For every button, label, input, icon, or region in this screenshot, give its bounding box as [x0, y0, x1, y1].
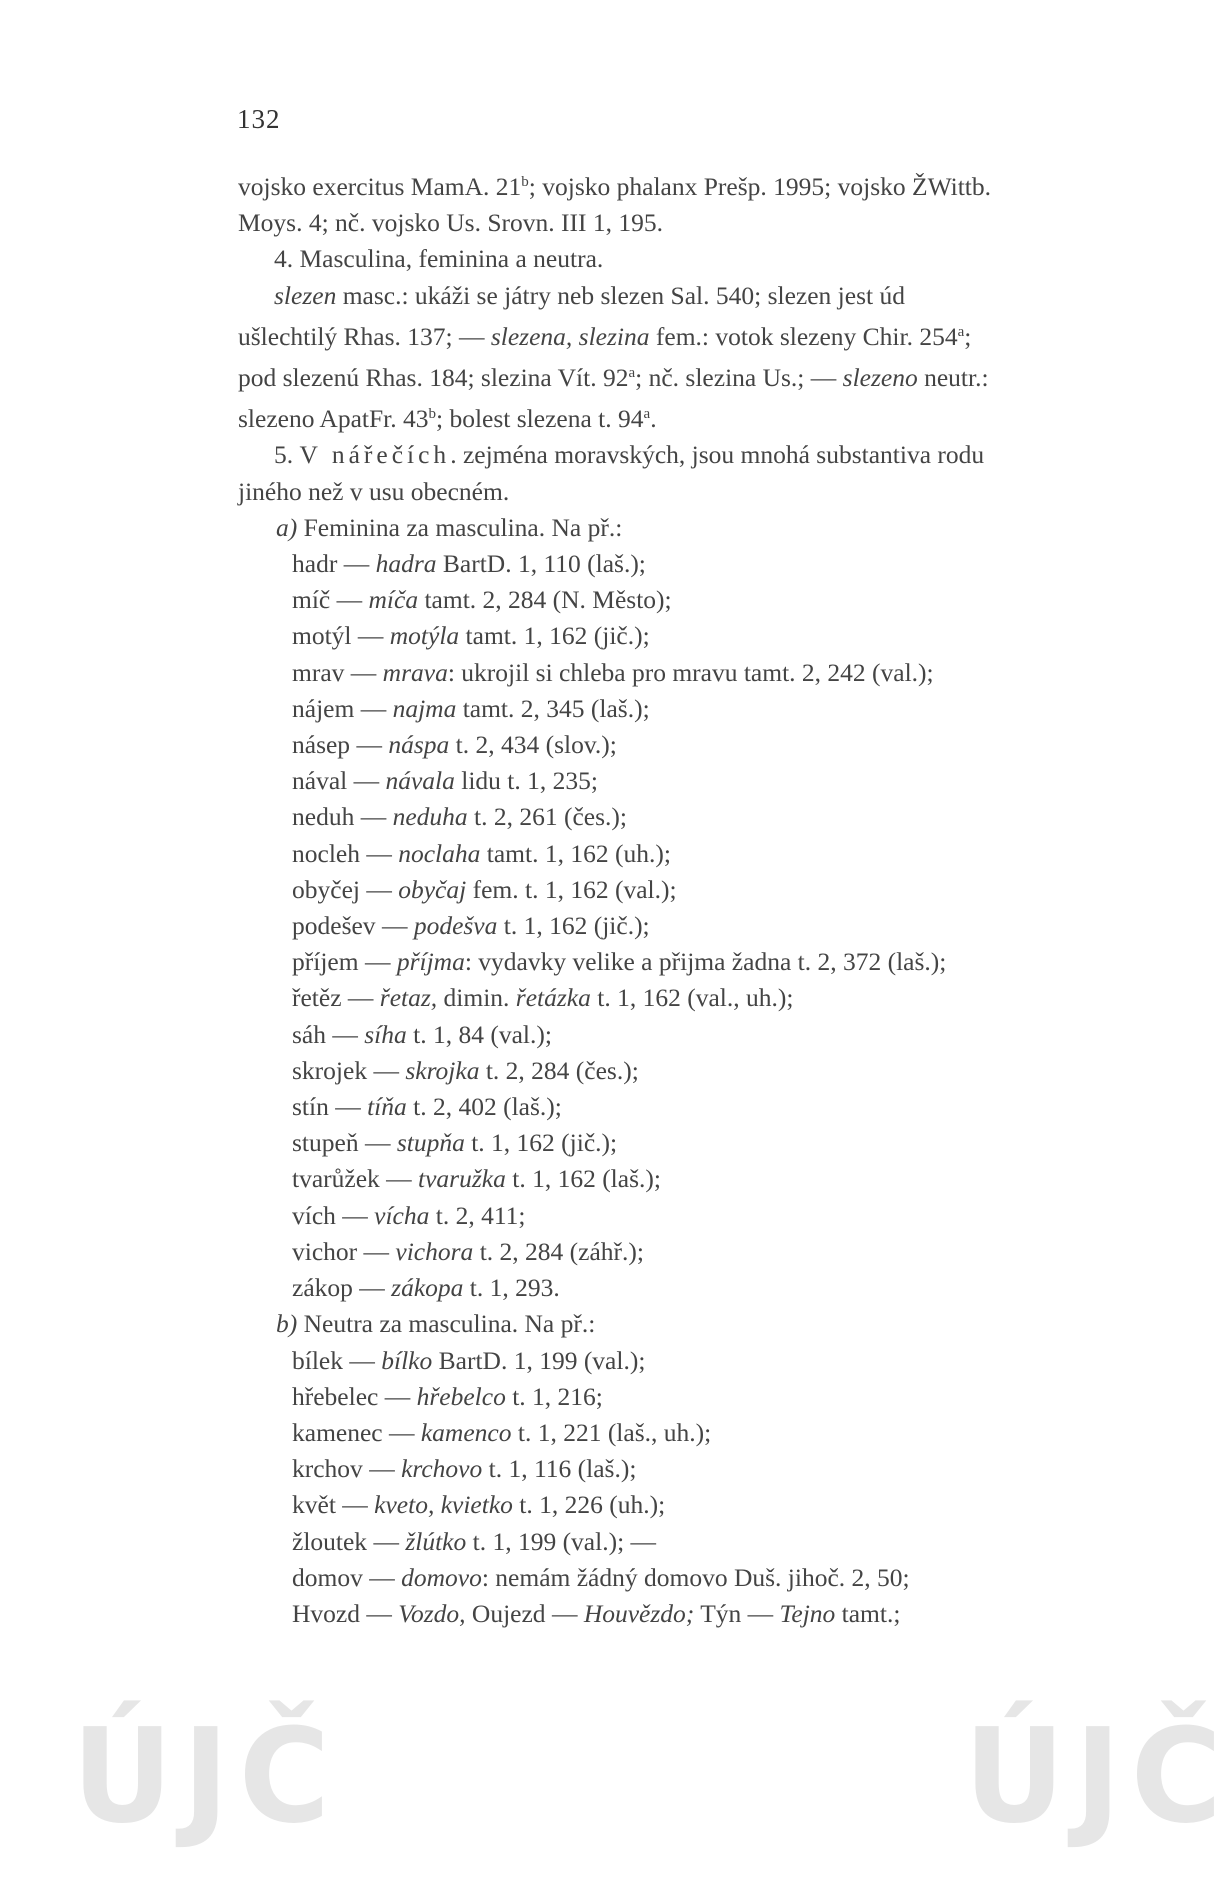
entry-form: Houvězdo;	[583, 1598, 695, 1628]
intro-line-2: Moys. 4; nč. vojsko Us. Srovn. III 1, 195.	[238, 208, 663, 238]
entry-word: Oujezd	[465, 1598, 546, 1628]
entry-word: sáh	[292, 1019, 326, 1049]
entry-source: t. 1, 216;	[505, 1381, 603, 1411]
list-item: bílek — bílko BartD. 1, 199 (val.);	[292, 1345, 646, 1375]
entry-form: řetázka	[515, 983, 591, 1013]
subsection-heading-text: Feminina za masculina. Na př.:	[297, 512, 623, 542]
entry-form: motýla	[389, 621, 460, 651]
entry-source: t. 1, 162 (jič.);	[497, 911, 650, 941]
entry-form: mrava	[382, 657, 448, 687]
list-item: květ — kveto, kvietko t. 1, 226 (uh.);	[292, 1490, 666, 1520]
superscript: b	[428, 406, 437, 423]
list-item: nával — návala lidu t. 1, 235;	[292, 766, 598, 796]
list-item: vích — vícha t. 2, 411;	[292, 1200, 526, 1230]
list-item: obyčej — obyčaj fem. t. 1, 162 (val.);	[292, 874, 677, 904]
headword: slezena, slezina	[490, 321, 650, 351]
list-item: kamenec — kamenco t. 1, 221 (laš., uh.);	[292, 1417, 712, 1447]
watermark-logo-right: ÚJČ	[964, 1701, 1232, 1853]
section-4-line-3	[238, 355, 1148, 396]
entry-form: vichora	[395, 1236, 474, 1266]
headword: slezeno	[842, 363, 918, 393]
entry-source: t. 2, 402 (laš.);	[406, 1092, 562, 1122]
entry-source: t. 2, 411;	[429, 1200, 526, 1230]
subsection-letter: b)	[276, 1309, 298, 1339]
entry-form: domovo	[401, 1562, 482, 1592]
entry-word: násep	[292, 730, 351, 760]
page-number: 132	[237, 104, 281, 134]
entry-form: obyčaj	[398, 874, 467, 904]
subsection-heading-text: Neutra za masculina. Na př.:	[297, 1309, 596, 1339]
entry-source: : vydavky velike a přijma žadna t. 2, 372 (laš.);	[464, 947, 947, 977]
entry-word: míč	[292, 585, 331, 615]
entry-form: žlútko	[405, 1526, 467, 1556]
entry-form: bílko	[381, 1345, 433, 1375]
entry-word: krchov	[292, 1454, 363, 1484]
entry-source: t. 1, 162 (val., uh.);	[590, 983, 794, 1013]
entry-form: stupňa	[396, 1128, 465, 1158]
entry-word: kamenec	[292, 1417, 383, 1447]
list-item: tvarůžek — tvaružka t. 1, 162 (laš.);	[292, 1164, 661, 1194]
entry-form: skrojka	[405, 1055, 480, 1085]
entry-word: zákop	[292, 1273, 353, 1303]
intro-text: vojsko exercitus MamA. 21	[238, 172, 522, 201]
entry-word: žloutek	[292, 1526, 368, 1556]
subsection-b-heading	[276, 1306, 1148, 1342]
entry-word: skrojek	[292, 1055, 368, 1085]
entry-source: : ukrojil si chleba pro mravu tamt. 2, 242 (val.);	[447, 657, 934, 687]
list-item: hadr — hadra BartD. 1, 110 (laš.);	[292, 549, 646, 579]
entry-form: tíňa	[367, 1092, 407, 1122]
entry-form: vícha	[374, 1200, 430, 1230]
entry-word: květ	[292, 1490, 336, 1520]
entry-form: síha	[364, 1019, 407, 1049]
entry-form: náspa	[388, 730, 450, 760]
list-item: mrav — mrava: ukrojil si chleba pro mravu tamt. 2, 242 (val.);	[292, 657, 934, 687]
entry-form: najma	[392, 693, 457, 723]
entry-source: t. 2, 284 (čes.);	[479, 1055, 639, 1085]
list-item: stín — tíňa t. 2, 402 (laš.);	[292, 1092, 562, 1122]
entry-form: kveto, kvietko	[374, 1490, 513, 1520]
subsection-a-heading	[276, 510, 1148, 546]
entry-word: hadr	[292, 549, 338, 579]
entry-word: nocleh	[292, 838, 360, 868]
section-5-line-2: jiného než v usu obecném.	[238, 476, 510, 506]
entry-source: t. 2, 284 (záhř.);	[473, 1236, 644, 1266]
entry-source: t. 1, 226 (uh.);	[512, 1490, 666, 1520]
list-item: nájem — najma tamt. 2, 345 (laš.);	[292, 693, 650, 723]
entry-form: hřebelco	[416, 1381, 506, 1411]
entry-word: stín	[292, 1092, 329, 1122]
entry-source: fem. t. 1, 162 (val.);	[466, 874, 677, 904]
entry-source: t. 2, 434 (slov.);	[449, 730, 617, 760]
body-text: pod slezenú Rhas. 184; slezina Vít. 92	[238, 363, 629, 393]
entry-form: návala	[385, 766, 455, 796]
superscript: a	[628, 365, 636, 382]
entry-source: : nemám žádný domovo Duš. jihoč. 2, 50;	[481, 1562, 910, 1592]
entry-form: Tejno	[779, 1598, 836, 1628]
entry-word: neduh	[292, 802, 355, 832]
list-item: násep — náspa t. 2, 434 (slov.);	[292, 730, 617, 760]
superscript: b	[521, 174, 529, 190]
subsection-b-list	[238, 1343, 1148, 1596]
entry-source: lidu t. 1, 235;	[454, 766, 598, 796]
list-item: míč — míča tamt. 2, 284 (N. Město);	[292, 585, 672, 615]
entry-word: nával	[292, 766, 348, 796]
spaced-heading: V nářečích	[299, 440, 451, 470]
list-item: skrojek — skrojka t. 2, 284 (čes.);	[292, 1055, 639, 1085]
list-item: stupeň — stupňa t. 1, 162 (jič.);	[292, 1128, 618, 1158]
entry-source: t. 1, 162 (laš.);	[505, 1164, 661, 1194]
list-item: řetěz — řetaz, dimin. řetázka t. 1, 162 (val., uh.);	[292, 983, 794, 1013]
entry-word: hřebelec	[292, 1381, 379, 1411]
entry-source: t. 1, 116 (laš.);	[482, 1454, 637, 1484]
list-item: vichor — vichora t. 2, 284 (záhř.);	[292, 1236, 644, 1266]
body-text: ušlechtilý Rhas. 137; —	[238, 321, 491, 351]
list-item: krchov — krchovo t. 1, 116 (laš.);	[292, 1454, 637, 1484]
entry-form: zákopa	[391, 1273, 464, 1303]
body-text: . zejména moravských, jsou mnohá substantiva rodu	[450, 440, 985, 470]
entry-source: tamt. 1, 162 (uh.);	[480, 838, 671, 868]
body-text: .	[650, 404, 657, 434]
entry-source: t. 1, 199 (val.); —	[466, 1526, 657, 1556]
subsection-letter: a)	[276, 512, 298, 542]
section-4-line-2	[238, 314, 1148, 355]
body-text: masc.: ukáži se játry neb slezen Sal. 540; slezen jest úd	[336, 280, 905, 310]
body-text: ;	[964, 321, 972, 351]
watermark-logo-left: ÚJČ	[72, 1701, 340, 1853]
section-4-line-4	[238, 396, 1148, 437]
section-5-line-1	[238, 437, 1148, 473]
entry-word: obyčej	[292, 874, 360, 904]
list-item: Hvozd — Vozdo, Oujezd — Houvězdo; Týn — Tejno tamt.;	[292, 1598, 901, 1628]
entry-source: dimin.	[437, 983, 516, 1013]
list-item: zákop — zákopa t. 1, 293.	[292, 1273, 560, 1303]
entry-word: nájem	[292, 693, 355, 723]
entry-source: t. 1, 221 (laš., uh.);	[511, 1417, 712, 1447]
body-text: neutr.:	[917, 363, 989, 393]
entry-source: tamt.;	[835, 1598, 901, 1628]
intro-text: ; vojsko phalanx Prešp. 1995; vojsko ŽWittb.	[528, 172, 991, 201]
section-4-line-1	[238, 278, 1148, 314]
entry-word: řetěz	[292, 983, 342, 1013]
entry-source: BartD. 1, 110 (laš.);	[436, 549, 646, 579]
list-item: domov — domovo: nemám žádný domovo Duš. jihoč. 2, 50;	[292, 1562, 910, 1592]
section-4-heading: 4. Masculina, feminina a neutra.	[274, 244, 604, 274]
subsection-a-list	[238, 546, 1148, 1306]
entry-word: bílek	[292, 1345, 343, 1375]
headword: slezen	[274, 280, 337, 310]
entry-word: příjem	[292, 947, 359, 977]
entry-form: krchovo	[401, 1454, 483, 1484]
entry-form: kamenco	[420, 1417, 512, 1447]
list-item: motýl — motýla tamt. 1, 162 (jič.);	[292, 621, 650, 651]
entry-source: t. 2, 261 (čes.);	[467, 802, 627, 832]
intro-line-1	[238, 164, 1148, 205]
body-text: slezeno ApatFr. 43	[238, 404, 429, 434]
entry-word: vích	[292, 1200, 336, 1230]
entry-word: tvarůžek	[292, 1164, 380, 1194]
list-item: hřebelec — hřebelco t. 1, 216;	[292, 1381, 603, 1411]
entry-word: stupeň	[292, 1128, 359, 1158]
list-item: podešev — podešva t. 1, 162 (jič.);	[292, 911, 650, 941]
page-text	[238, 164, 1148, 1632]
entry-source: BartD. 1, 199 (val.);	[432, 1345, 646, 1375]
entry-form: řetaz,	[379, 983, 438, 1013]
list-item: příjem — příjma: vydavky velike a přijma žadna t. 2, 372 (laš.);	[292, 947, 947, 977]
entry-source: tamt. 2, 345 (laš.);	[456, 693, 650, 723]
entry-form: míča	[368, 585, 419, 615]
entry-source: t. 1, 293.	[463, 1273, 560, 1303]
entry-form: příjma	[396, 947, 465, 977]
entry-word: domov	[292, 1562, 363, 1592]
body-text: ; bolest slezena t. 94	[436, 404, 644, 434]
entry-word: podešev	[292, 911, 376, 941]
entry-word: Týn	[694, 1598, 742, 1628]
superscript: a	[643, 406, 651, 423]
list-item: sáh — síha t. 1, 84 (val.);	[292, 1019, 552, 1049]
entry-form: podešva	[413, 911, 498, 941]
entry-source: tamt. 1, 162 (jič.);	[459, 621, 650, 651]
list-item: žloutek — žlútko t. 1, 199 (val.); —	[292, 1526, 657, 1556]
entry-word: vichor	[292, 1236, 358, 1266]
entry-form: neduha	[392, 802, 468, 832]
entry-form: hadra	[375, 549, 437, 579]
entry-word: motýl	[292, 621, 352, 651]
entry-word: Hvozd	[292, 1598, 360, 1628]
entry-source: t. 1, 162 (jič.);	[464, 1128, 618, 1158]
body-text: fem.: votok slezeny Chir. 254	[649, 321, 958, 351]
entry-form: tvaružka	[418, 1164, 506, 1194]
entry-word: mrav	[292, 657, 345, 687]
entry-form: Vozdo,	[398, 1598, 466, 1628]
entry-source: tamt. 2, 284 (N. Město);	[418, 585, 672, 615]
section-number: 5.	[274, 440, 300, 470]
superscript: a	[957, 323, 965, 340]
entry-source: t. 1, 84 (val.);	[406, 1019, 552, 1049]
list-item: neduh — neduha t. 2, 261 (čes.);	[292, 802, 627, 832]
list-item: nocleh — noclaha tamt. 1, 162 (uh.);	[292, 838, 671, 868]
entry-form: noclaha	[398, 838, 481, 868]
body-text: ; nč. slezina Us.; —	[635, 363, 843, 393]
